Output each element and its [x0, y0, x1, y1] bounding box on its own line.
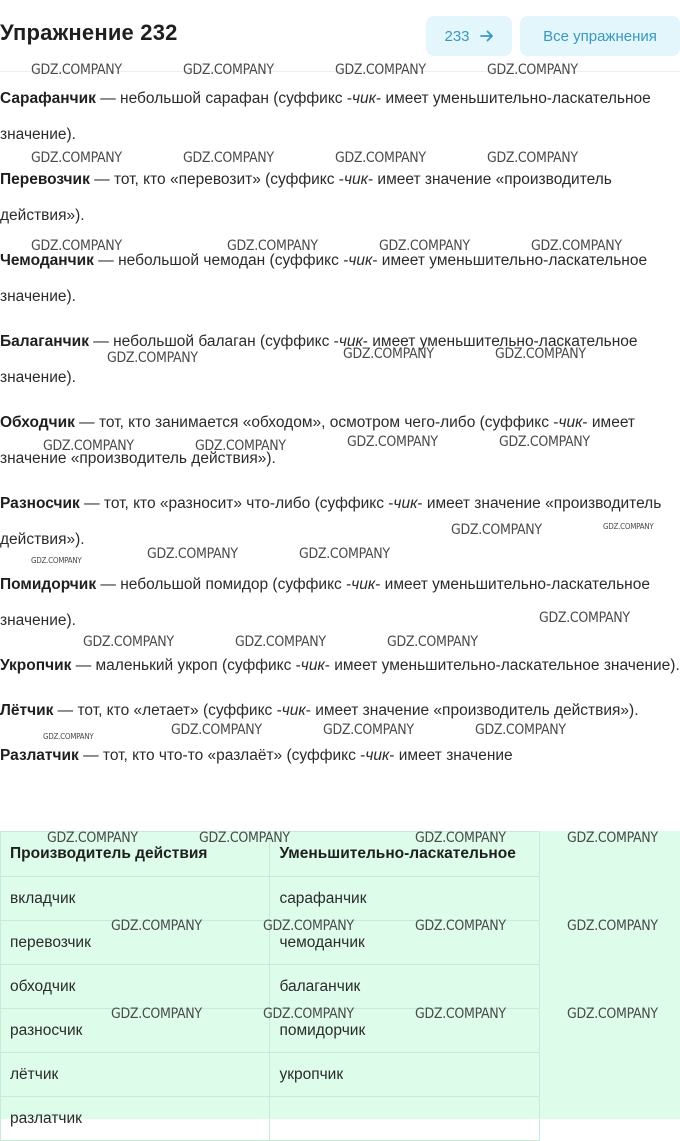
entry-paragraph	[0, 486, 680, 558]
entry-suffix: чик	[281, 702, 306, 719]
entry-suffix: чик	[352, 90, 376, 107]
watermark-text: GDZ.COMPANY	[335, 62, 426, 78]
cell-agent: вкладчик	[1, 877, 270, 921]
all-exercises-label: Все упражнения	[543, 27, 657, 45]
watermark-text: GDZ.COMPANY	[107, 350, 198, 366]
watermark-text: GDZ.COMPANY	[387, 634, 478, 650]
entry-definition: — тот, кто «летает» (суффикс -	[53, 702, 282, 719]
next-exercise-button[interactable]	[426, 16, 512, 56]
watermark-text: GDZ.COMPANY	[567, 918, 658, 934]
watermark-text: GDZ.COMPANY	[43, 438, 134, 454]
watermark-text: GDZ.COMPANY	[567, 830, 658, 846]
entry-word: Помидорчик	[0, 576, 97, 593]
entry-meaning: - имеет уменьшительно-ласкательное значение).	[324, 657, 680, 674]
entry-paragraph	[0, 693, 680, 729]
entry-paragraph	[0, 567, 680, 639]
cell-agent: перевозчик	[1, 921, 270, 965]
entry-word: Обходчик	[0, 414, 75, 431]
entry-suffix: чик	[348, 252, 373, 269]
watermark-text: GDZ.COMPANY	[451, 522, 542, 538]
table-row	[1, 1009, 540, 1053]
entry-paragraph	[0, 243, 680, 315]
watermark-text: GDZ.COMPANY	[323, 722, 414, 738]
table-row	[1, 877, 540, 921]
watermark-text: GDZ.COMPANY	[47, 830, 138, 846]
watermark-text: GDZ.COMPANY	[415, 918, 506, 934]
entry-word: Чемоданчик	[0, 252, 94, 269]
entry-word: Перевозчик	[0, 171, 90, 188]
cell-diminutive: помидорчик	[270, 1009, 540, 1053]
entry-meaning: - имеет значение «производитель действия»).	[0, 414, 636, 467]
entry-meaning: - имеет уменьшительно-ласкательное значение).	[0, 576, 650, 629]
watermark-text: GDZ.COMPANY	[227, 238, 318, 254]
all-exercises-button[interactable]	[520, 16, 680, 56]
cell-agent: лётчик	[1, 1053, 270, 1097]
watermark-text: GDZ.COMPANY	[183, 62, 274, 78]
entry-word: Балаганчик	[0, 333, 89, 350]
watermark-text: GDZ.COMPANY	[171, 722, 262, 738]
answer-text	[0, 81, 680, 774]
entry-definition: — небольшой балаган (суффикс -	[88, 333, 339, 350]
page-title: Упражнение 232	[0, 20, 178, 45]
entry-suffix: чик	[300, 657, 325, 674]
cell-diminutive: сарафанчик	[270, 877, 540, 921]
next-exercise-label: 233	[444, 27, 470, 45]
entry-suffix: чик	[338, 333, 363, 350]
entry-paragraph	[0, 162, 680, 234]
cell-agent: обходчик	[1, 965, 270, 1009]
entry-paragraph	[0, 324, 680, 396]
column-header-agent: Производитель действия	[1, 832, 270, 877]
watermark-text: GDZ.COMPANY	[379, 238, 470, 254]
cell-diminutive: балаганчик	[270, 965, 540, 1009]
cell-agent: разлатчик	[1, 1097, 270, 1141]
entry-meaning: - имеет значение	[389, 747, 513, 764]
watermark-text: GDZ.COMPANY	[347, 434, 438, 450]
watermark-text: GDZ.COMPANY	[183, 150, 274, 166]
watermark-text: GDZ.COMPANY	[603, 522, 654, 531]
entry-definition: — тот, кто «разносит» что-либо (суффикс -	[79, 495, 394, 512]
watermark-text: GDZ.COMPANY	[31, 150, 122, 166]
watermark-text: GDZ.COMPANY	[43, 732, 94, 741]
entry-definition: — тот, кто «перевозит» (суффикс -	[89, 171, 344, 188]
entry-definition: — небольшой чемодан (суффикс -	[93, 252, 349, 269]
watermark-text: GDZ.COMPANY	[539, 610, 630, 626]
watermark-text: GDZ.COMPANY	[567, 1006, 658, 1022]
header-divider	[0, 71, 680, 72]
watermark-text: GDZ.COMPANY	[263, 1006, 354, 1022]
watermark-text: GDZ.COMPANY	[487, 150, 578, 166]
watermark-text: GDZ.COMPANY	[83, 634, 174, 650]
entry-word: Лётчик	[0, 702, 54, 719]
entry-suffix: чик	[558, 414, 583, 431]
column-header-diminutive: Уменьшительно-ласкательное	[270, 832, 540, 877]
watermark-text: GDZ.COMPANY	[531, 238, 622, 254]
entry-definition: — небольшой сарафан (суффикс -	[95, 90, 353, 107]
arrow-right-icon	[480, 29, 494, 43]
watermark-text: GDZ.COMPANY	[199, 830, 290, 846]
watermark-text: GDZ.COMPANY	[299, 546, 390, 562]
entry-definition: — тот, кто что-то «разлаёт» (суффикс -	[78, 747, 366, 764]
watermark-text: GDZ.COMPANY	[235, 634, 326, 650]
entry-word: Сарафанчик	[0, 90, 96, 107]
watermark-text: GDZ.COMPANY	[487, 62, 578, 78]
page-header	[0, 0, 680, 72]
watermark-text: GDZ.COMPANY	[31, 238, 122, 254]
watermark-text: GDZ.COMPANY	[475, 722, 566, 738]
answer-table-panel	[0, 831, 680, 1127]
entry-definition: — маленький укроп (суффикс -	[71, 657, 301, 674]
answer-table	[0, 831, 540, 1141]
entry-suffix: чик	[351, 576, 376, 593]
entry-word: Укропчик	[0, 657, 72, 674]
entry-definition: — небольшой помидор (суффикс -	[96, 576, 352, 593]
watermark-text: GDZ.COMPANY	[415, 1006, 506, 1022]
table-row	[1, 921, 540, 965]
watermark-text: GDZ.COMPANY	[147, 546, 238, 562]
table-row	[1, 1053, 540, 1097]
table-row	[1, 965, 540, 1009]
entry-paragraph	[0, 81, 680, 153]
entry-suffix: чик	[343, 171, 368, 188]
watermark-text: GDZ.COMPANY	[499, 434, 590, 450]
entry-word: Разносчик	[0, 495, 80, 512]
entry-paragraph	[0, 648, 680, 684]
entry-meaning: - имеет уменьшительно-ласкательное значение).	[0, 90, 651, 143]
entry-meaning: - имеет значение «производитель действия»).	[305, 702, 639, 719]
watermark-text: GDZ.COMPANY	[495, 346, 586, 362]
watermark-text: GDZ.COMPANY	[415, 830, 506, 846]
entry-suffix: чик	[393, 495, 418, 512]
watermark-text: GDZ.COMPANY	[343, 346, 434, 362]
watermark-text: GDZ.COMPANY	[31, 556, 82, 565]
entry-suffix: чик	[365, 747, 390, 764]
entry-meaning: - имеет уменьшительно-ласкательное значение).	[0, 333, 638, 386]
entry-paragraph	[0, 405, 680, 477]
watermark-text: GDZ.COMPANY	[111, 1006, 202, 1022]
entry-word: Разлатчик	[0, 747, 79, 764]
watermark-text: GDZ.COMPANY	[335, 150, 426, 166]
table-header-row	[1, 832, 540, 877]
watermark-text: GDZ.COMPANY	[111, 918, 202, 934]
entry-definition: — тот, кто занимается «обходом», осмотром чего-либо (суффикс -	[74, 414, 559, 431]
entry-meaning: - имеет значение «производитель действия»).	[0, 495, 662, 548]
cell-agent: разносчик	[1, 1009, 270, 1053]
cell-diminutive: укропчик	[270, 1053, 540, 1097]
entry-meaning: - имеет значение «производитель действия»).	[0, 171, 612, 224]
watermark-text: GDZ.COMPANY	[263, 918, 354, 934]
watermark-text: GDZ.COMPANY	[195, 438, 286, 454]
entry-paragraph	[0, 738, 680, 774]
entry-meaning: - имеет уменьшительно-ласкательное значение).	[0, 252, 648, 305]
cell-diminutive: чемоданчик	[270, 921, 540, 965]
watermark-text: GDZ.COMPANY	[31, 62, 122, 78]
